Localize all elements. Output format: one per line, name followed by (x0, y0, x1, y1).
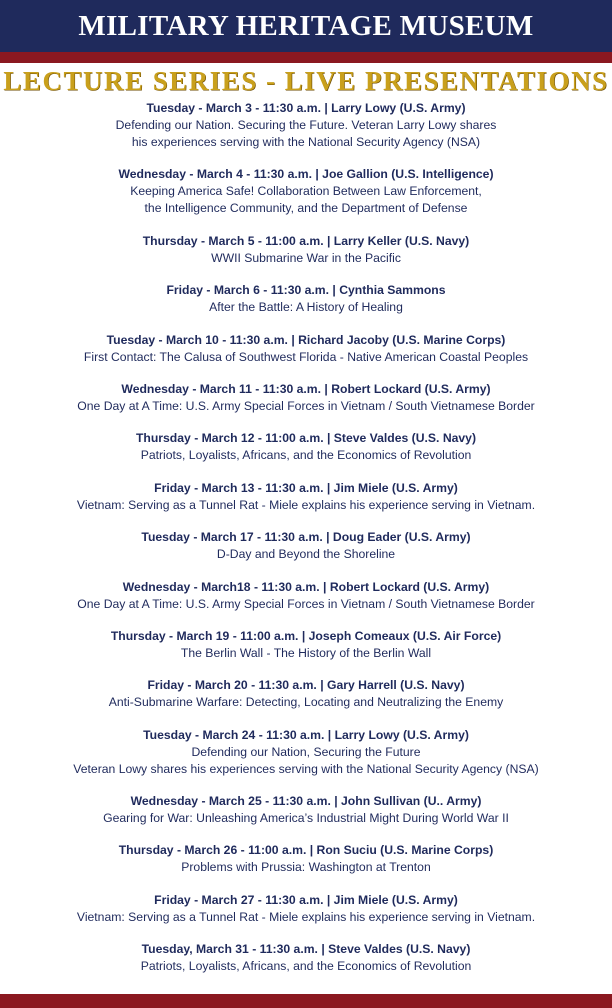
lecture-item (0, 332, 612, 366)
footer-stripe (0, 994, 612, 1008)
lecture-date-speaker: Thursday - March 19 - 11:00 a.m. | Joseph Comeaux (U.S. Air Force) (110, 628, 502, 643)
lecture-date-speaker: Friday - March 6 - 11:30 a.m. | Cynthia Sammons (166, 283, 446, 298)
lecture-date-speaker: Wednesday - March 25 - 11:30 a.m. | John Sullivan (U.. Army) (130, 794, 482, 809)
lecture-description: Anti-Submarine Warfare: Detecting, Locating and Neutralizing the Enemy (108, 695, 504, 710)
lecture-date-speaker: Tuesday, March 31 - 11:30 a.m. | Steve Valdes (U.S. Navy) (141, 942, 471, 957)
lecture-date-speaker: Tuesday - March 24 - 11:30 a.m. | Larry Lowy (U.S. Army) (143, 727, 469, 742)
lecture-date-speaker: Tuesday - March 10 - 11:30 a.m. | Richard Jacoby (U.S. Marine Corps) (106, 332, 506, 347)
lecture-description: Patriots, Loyalists, Africans, and the Economics of Revolution (140, 959, 472, 974)
lecture-item (0, 727, 612, 778)
lecture-description: After the Battle: A History of Healing (209, 300, 403, 315)
lecture-description: the Intelligence Community, and the Department of Defense (144, 201, 468, 216)
page-subtitle: LECTURE SERIES - LIVE PRESENTATIONS (3, 66, 609, 96)
lecture-item (0, 529, 612, 563)
header-banner (0, 0, 612, 52)
lecture-date-speaker: Friday - March 27 - 11:30 a.m. | Jim Miele (U.S. Army) (154, 892, 458, 907)
lecture-description: Vietnam: Serving as a Tunnel Rat - Miele explains his experience serving in Vietnam. (76, 909, 536, 924)
lecture-description: Vietnam: Serving as a Tunnel Rat - Miele explains his experience serving in Vietnam. (76, 497, 536, 512)
lecture-item (0, 677, 612, 711)
lecture-item (0, 233, 612, 267)
lecture-item (0, 100, 612, 151)
lecture-description: Patriots, Loyalists, Africans, and the Economics of Revolution (140, 448, 472, 463)
lecture-date-speaker: Wednesday - March18 - 11:30 a.m. | Robert Lockard (U.S. Army) (122, 579, 490, 594)
lecture-item (0, 480, 612, 514)
header-stripe (0, 52, 612, 63)
lecture-date-speaker: Wednesday - March 11 - 11:30 a.m. | Robert Lockard (U.S. Army) (121, 381, 491, 396)
lecture-description: Defending our Nation, Securing the Future (191, 744, 421, 759)
lecture-date-speaker: Friday - March 20 - 11:30 a.m. | Gary Harrell (U.S. Navy) (147, 678, 465, 693)
page-title: MILITARY HERITAGE MUSEUM (78, 9, 534, 42)
lecture-item (0, 941, 612, 975)
lecture-date-speaker: Thursday - March 26 - 11:00 a.m. | Ron Suciu (U.S. Marine Corps) (118, 843, 494, 858)
lecture-item (0, 166, 612, 217)
lecture-item (0, 793, 612, 827)
lecture-date-speaker: Friday - March 13 - 11:30 a.m. | Jim Miele (U.S. Army) (154, 480, 458, 495)
lecture-description: WWII Submarine War in the Pacific (211, 250, 401, 265)
lecture-description: his experiences serving with the National Security Agency (NSA) (131, 135, 481, 149)
lecture-item (0, 579, 612, 613)
lecture-date-speaker: Wednesday - March 4 - 11:30 a.m. | Joe Gallion (U.S. Intelligence) (118, 167, 494, 182)
lecture-date-speaker: Tuesday - March 3 - 11:30 a.m. | Larry Lowy (U.S. Army) (146, 101, 466, 115)
lecture-description: Keeping America Safe! Collaboration Between Law Enforcement, (130, 184, 482, 199)
lecture-description: The Berlin Wall - The History of the Berlin Wall (180, 645, 432, 660)
lecture-description: D-Day and Beyond the Shoreline (216, 547, 396, 562)
lecture-description: Gearing for War: Unleashing America’s Industrial Might During World War II (103, 811, 509, 826)
lecture-description: One Day at A Time: U.S. Army Special Forces in Vietnam / South Vietnamese Border (77, 596, 535, 611)
lecture-date-speaker: Tuesday - March 17 - 11:30 a.m. | Doug Eader (U.S. Army) (141, 530, 471, 545)
lecture-description: Veteran Lowy shares his experiences serving with the National Security Agency (NSA) (73, 761, 539, 776)
lecture-item (0, 892, 612, 926)
lecture-item (0, 628, 612, 662)
lecture-description: Defending our Nation. Securing the Future. Veteran Larry Lowy shares (115, 118, 497, 132)
lecture-description: Problems with Prussia: Washington at Trenton (181, 860, 431, 875)
lecture-item (0, 381, 612, 415)
lecture-date-speaker: Thursday - March 5 - 11:00 a.m. | Larry Keller (U.S. Navy) (142, 233, 470, 248)
lecture-item (0, 430, 612, 464)
lecture-date-speaker: Thursday - March 12 - 11:00 a.m. | Steve Valdes (U.S. Navy) (135, 431, 477, 446)
lecture-description: One Day at A Time: U.S. Army Special Forces in Vietnam / South Vietnamese Border (77, 398, 535, 413)
lecture-item (0, 842, 612, 876)
lecture-item (0, 282, 612, 316)
lecture-list (0, 100, 612, 991)
lecture-description: First Contact: The Calusa of Southwest Florida - Native American Coastal Peoples (83, 349, 529, 364)
